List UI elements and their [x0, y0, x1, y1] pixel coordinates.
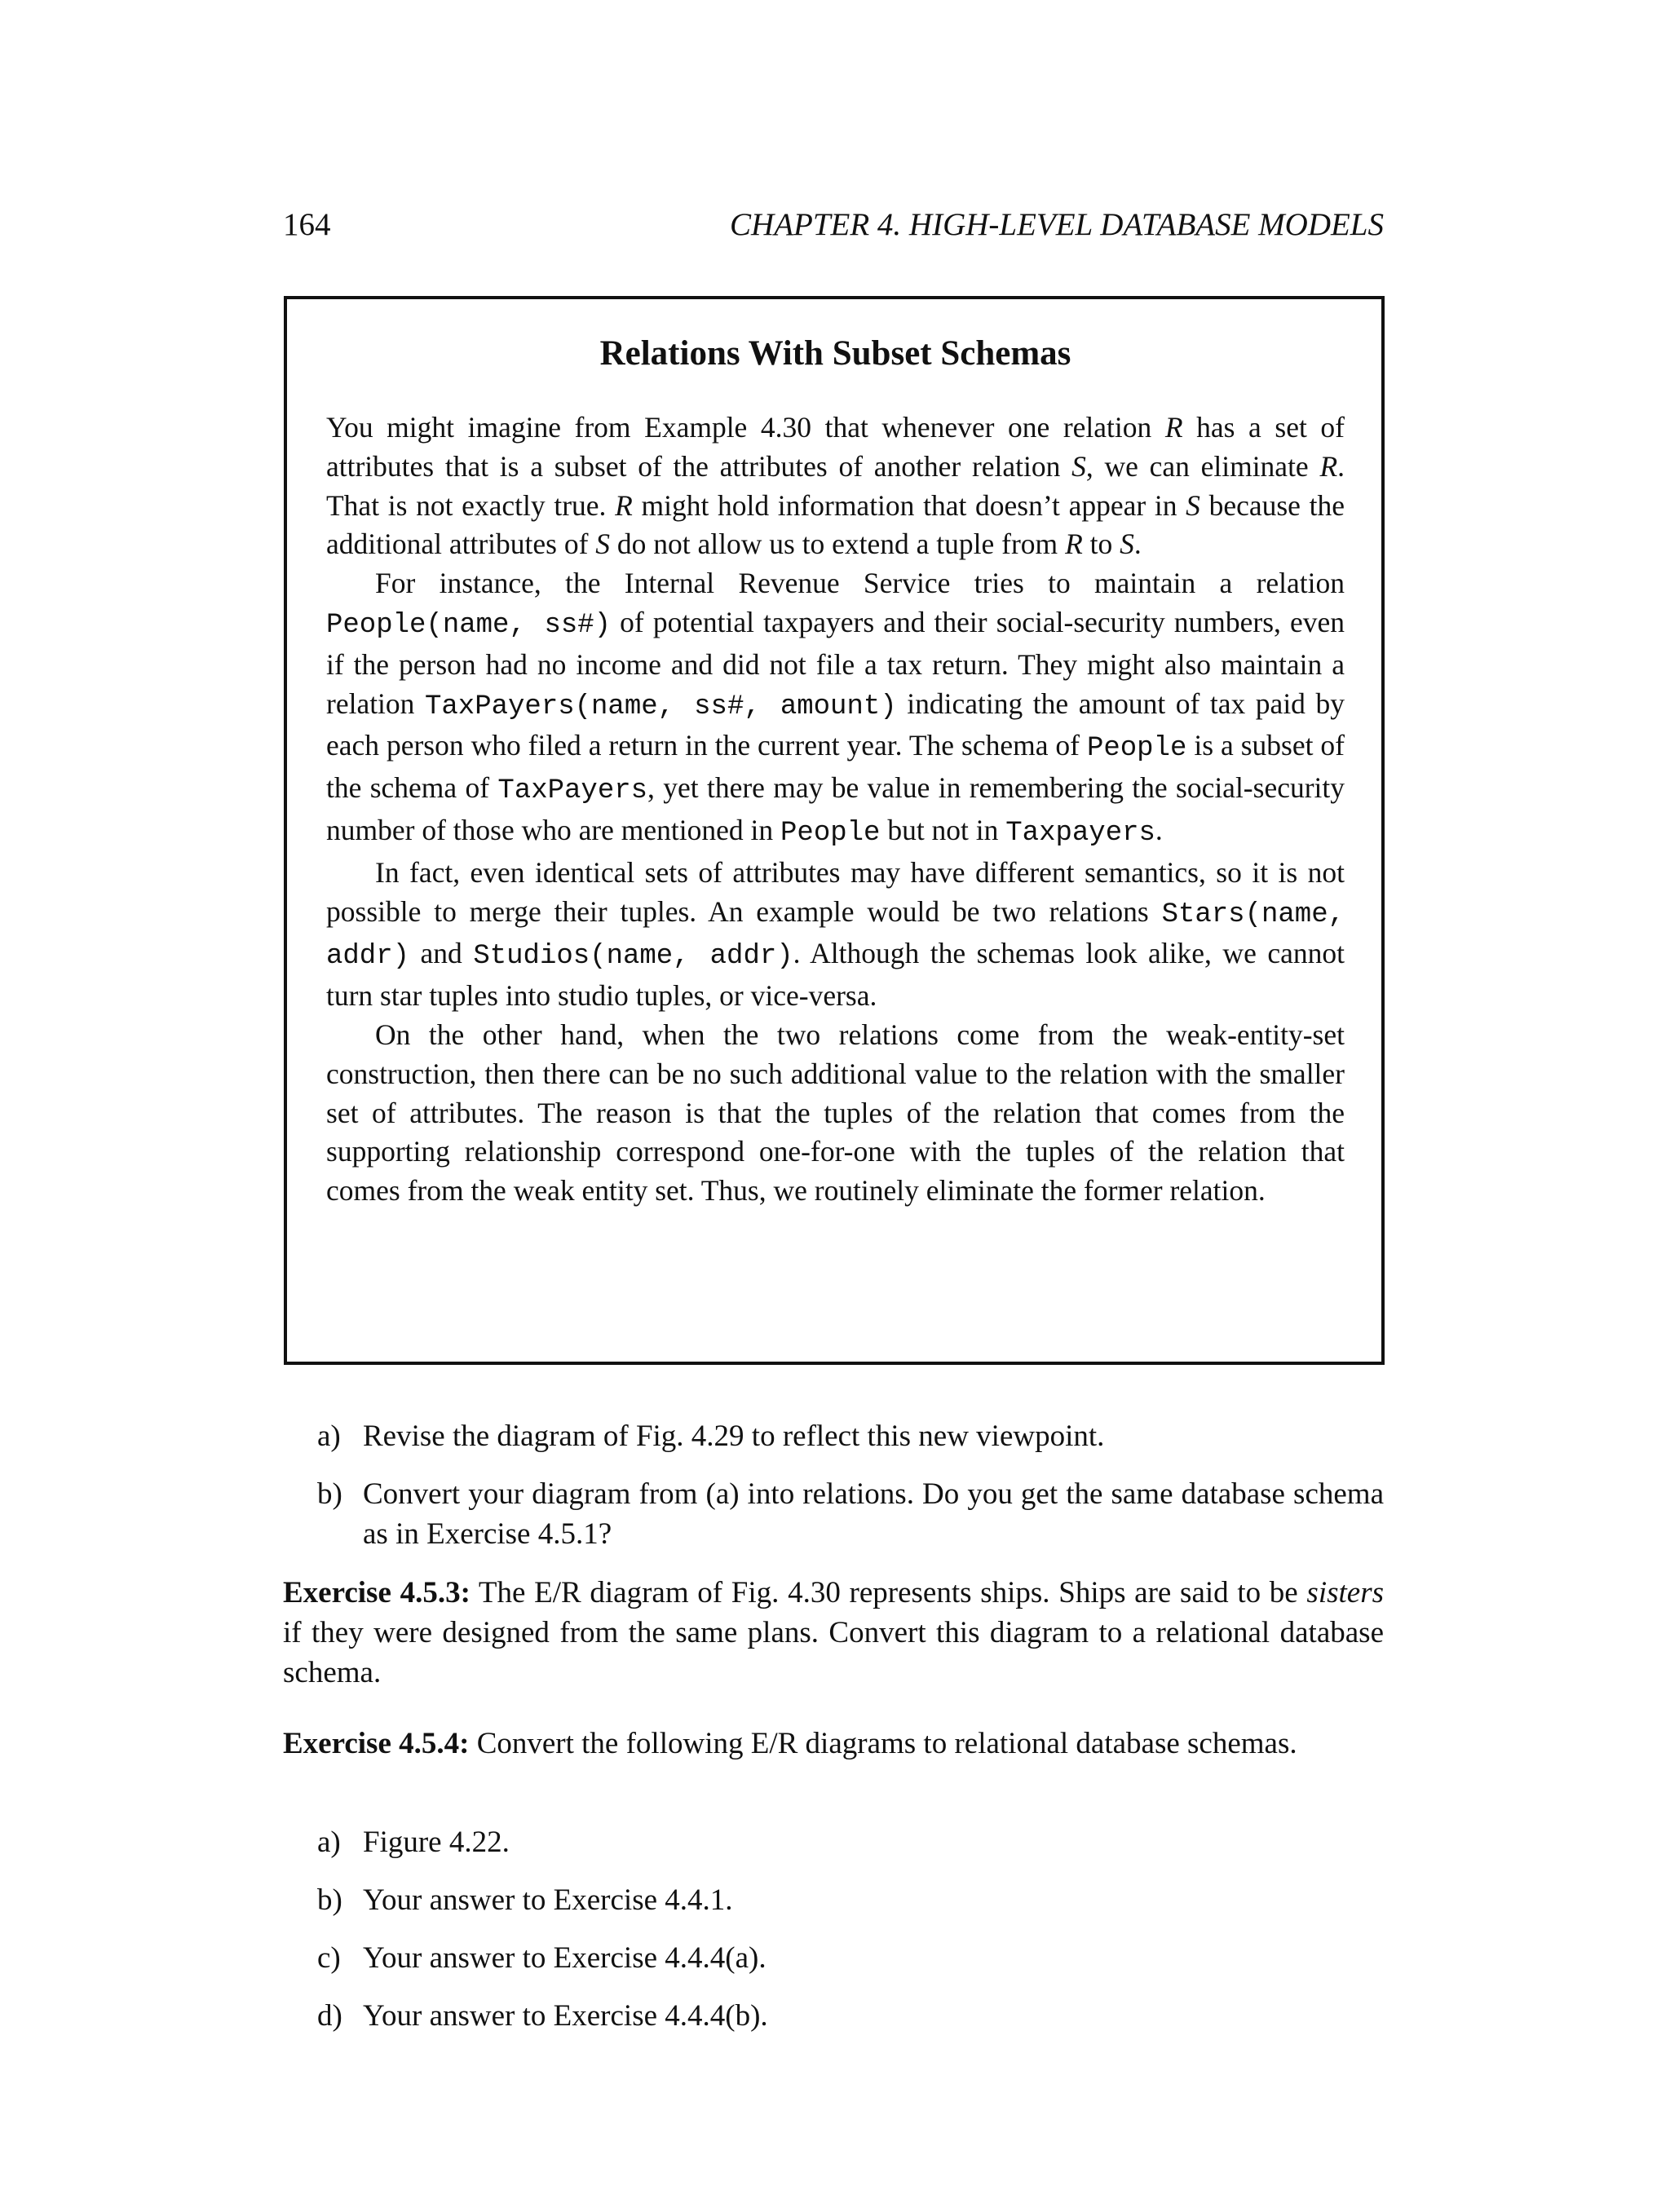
- math-var-r: R: [1319, 449, 1338, 483]
- exercise-454-parts: [283, 1822, 1384, 2036]
- exercise-label: Exercise 4.5.3:: [283, 1576, 471, 1609]
- code-taxpayers: TaxPayers: [497, 775, 648, 807]
- math-var-r: R: [1164, 411, 1183, 444]
- list-item-label: a): [317, 1826, 341, 1859]
- sidebar-paragraph-1: You might imagine from Example 4.30 that whenever one relation R has a set of attributes that is a subset of the attributes of another relation S, we can eliminate R. That is not exactly true. R might hold information that doesn’t appear in S because the additional attributes of S do not allow us to extend a tuple from R to S.: [326, 411, 1345, 561]
- list-item-text: Revise the diagram of Fig. 4.29 to reflect this new viewpoint.: [363, 1419, 1105, 1453]
- list-item-label: b): [317, 1477, 342, 1511]
- list-item-text: Your answer to Exercise 4.4.4(b).: [363, 1999, 768, 2033]
- list-item: [283, 1474, 1384, 1554]
- list-item-label: b): [317, 1883, 342, 1917]
- sidebar-paragraph-3: In fact, even identical sets of attributes may have different semantics, so it is not possible to merge their tuples. An example would be two relations Stars(name, addr) and Studios(name, addr). Although the schemas look alike, we cannot turn star tuples into studio tuples, or vice-versa.: [326, 855, 1345, 1013]
- code-taxpayers-schema: TaxPayers(name, ss#, amount): [425, 691, 897, 722]
- code-people: People: [780, 817, 881, 849]
- exercise-452-parts: [283, 1416, 1384, 1554]
- code-taxpayers: Taxpayers: [1005, 817, 1155, 849]
- list-item-label: d): [317, 1999, 342, 2033]
- sidebar-paragraph-4: On the other hand, when the two relations come from the weak-entity-set construction, then there can be no such additional value to the relation with the smaller set of attributes. The reason is that the tuples of the relation that comes from the supporting relationship correspond one-for-one with the tuples of the relation that comes from the weak entity set. Thus, we routinely eliminate the former relation.: [326, 1018, 1345, 1208]
- sidebar-paragraph-2: For instance, the Internal Revenue Service tries to maintain a relation People(name, ss#) of potential taxpayers and their social-security numbers, even if the person had no income and did not file a tax return. They might also maintain a relation TaxPayers(name, ss#, amount) indicating the amount of tax paid by each person who filed a return in the current year. The schema of People is a subset of the schema of TaxPayers, yet there may be value in remembering the social-security number of those who are mentioned in People but not in Taxpayers.: [326, 567, 1345, 849]
- math-var-s: S: [1120, 528, 1134, 561]
- list-item: [283, 1996, 1384, 2036]
- code-people-schema: People(name, ss#): [326, 609, 612, 641]
- page-number: 164: [283, 207, 331, 242]
- code-stars-schema: Stars(name, addr): [326, 898, 1345, 973]
- list-item: [283, 1822, 1384, 1862]
- list-item-label: a): [317, 1419, 341, 1453]
- sidebar-box: [284, 296, 1385, 1365]
- list-item: [283, 1938, 1384, 1978]
- list-item: [283, 1880, 1384, 1920]
- list-item-text: Figure 4.22.: [363, 1826, 510, 1859]
- math-var-r: R: [1065, 528, 1083, 561]
- math-var-s: S: [1071, 449, 1086, 483]
- code-studios-schema: Studios(name, addr): [473, 941, 793, 973]
- code-people: People: [1086, 733, 1187, 765]
- math-var-r: R: [615, 488, 633, 522]
- exercise-454: Exercise 4.5.4: Convert the following E/R diagrams to relational database schemas.: [283, 1727, 1297, 1760]
- math-var-s: S: [595, 528, 611, 561]
- list-item-label: c): [317, 1941, 341, 1975]
- chapter-title: CHAPTER 4. HIGH-LEVEL DATABASE MODELS: [730, 207, 1384, 242]
- sidebar-title: Relations With Subset Schemas: [599, 334, 1071, 373]
- emphasis-term: sisters: [1306, 1576, 1384, 1609]
- list-item-text: Your answer to Exercise 4.4.1.: [363, 1883, 733, 1917]
- list-item: [283, 1416, 1384, 1456]
- exercise-label: Exercise 4.5.4:: [283, 1727, 470, 1760]
- exercise-453: Exercise 4.5.3: The E/R diagram of Fig. 4.30 represents ships. Ships are said to be sisters if they were designed from the same plans. Convert this diagram to a relational database schema.: [283, 1576, 1384, 1689]
- list-item-text: Your answer to Exercise 4.4.4(a).: [363, 1941, 767, 1975]
- list-item-text: Convert your diagram from (a) into relations. Do you get the same database schema as in Exercise 4.5.1?: [363, 1477, 1384, 1551]
- math-var-s: S: [1186, 488, 1200, 522]
- running-head: [283, 202, 1384, 248]
